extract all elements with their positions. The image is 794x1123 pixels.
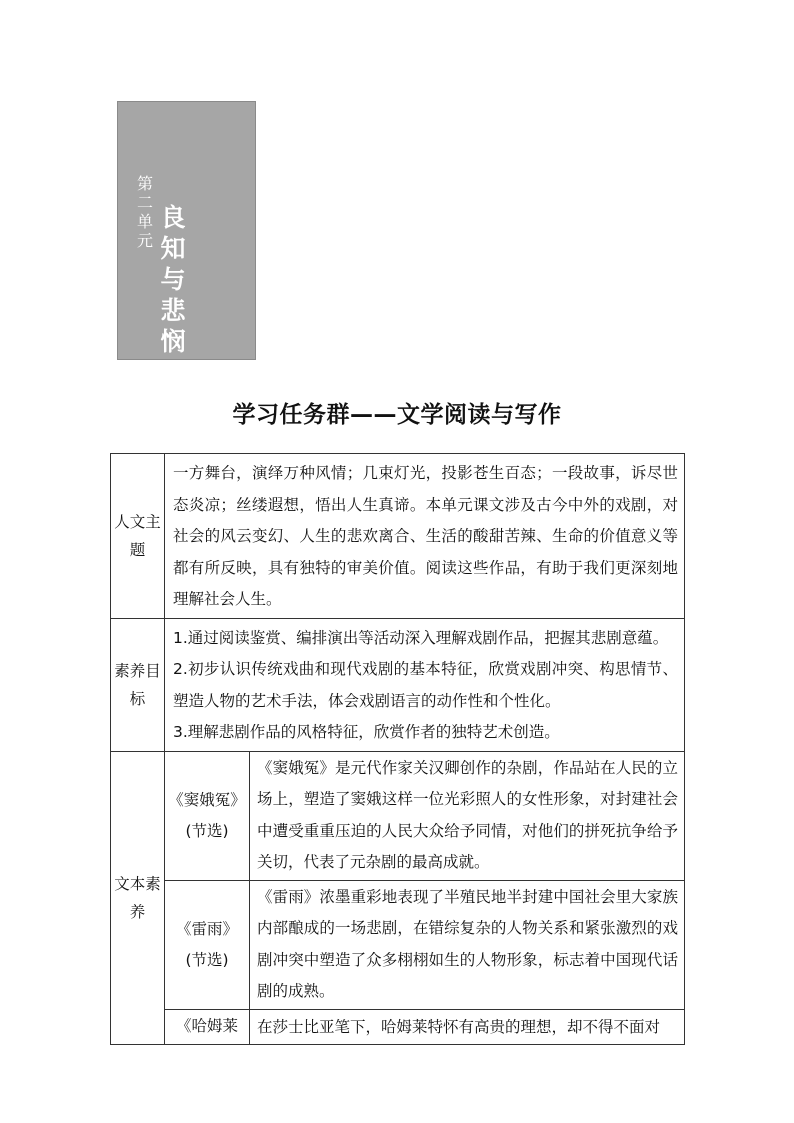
work-title-cell [165, 880, 250, 1009]
work-note: (节选) [185, 821, 229, 840]
work-title: 《雷雨》 [175, 919, 238, 938]
work-description-text: 在莎士比亚笔下，哈姆莱特怀有高贵的理想，却不得不面对 [257, 1017, 661, 1036]
table-row-work-hamlet [111, 1009, 685, 1045]
table-row-work-leiyu [111, 880, 685, 1009]
work-title-cell [165, 1009, 250, 1045]
goal-item: 3.理解悲剧作品的风格特征，欣赏作者的独特艺术创造。 [173, 723, 560, 741]
work-description [250, 1009, 685, 1045]
work-description: 《窦娥冤》是元代作家关汉卿创作的杂剧，作品站在人民的立场上，塑造了窦娥这样一位光彩照人的女性形象，对封建社会中遭受重重压迫的人民大众给予同情，对他们的拼死抗争给予关切，代表了元杂剧的最高成就。 [250, 751, 685, 880]
unit-label: 第二单元 [136, 174, 153, 250]
suyang-goals [165, 618, 685, 751]
row-header-renwen: 人文主题 [111, 454, 165, 619]
table-row-renwen [111, 454, 685, 619]
unit-name: 良知与悲悯 [160, 203, 186, 356]
page-title: 学习任务群——文学阅读与写作 [232, 402, 562, 428]
renwen-text: 一方舞台，演绎万种风情；几束灯光，投影苍生百态；一段故事，诉尽世态炎凉；丝缕遐想，悟出人生真谛。本单元课文涉及古今中外的戏剧，对社会的风云变幻、人生的悲欢离合、生活的酸甜苦辣、生命的价值意义等都有所反映，具有独特的审美价值。阅读这些作品，有助于我们更深刻地理解社会人生。 [165, 454, 685, 619]
goal-item: 2.初步认识传统戏曲和现代戏剧的基本特征，欣赏戏剧冲突、构思情节、塑造人物的艺术手法，体会戏剧语言的动作性和个性化。 [173, 660, 678, 710]
row-header-suyang: 素养目标 [111, 618, 165, 751]
row-header-wenben: 文本素养 [111, 751, 165, 1045]
work-title: 《哈姆莱 [175, 1016, 238, 1035]
table-row-work-douewan [111, 751, 685, 880]
work-note: (节选) [185, 950, 229, 969]
work-title-cell [165, 751, 250, 880]
table-row-suyang [111, 618, 685, 751]
unit-title-block [117, 101, 256, 360]
goal-item: 1.通过阅读鉴赏、编排演出等活动深入理解戏剧作品，把握其悲剧意蕴。 [173, 628, 669, 647]
work-title: 《窦娥冤》 [168, 790, 246, 809]
unit-overview-table [110, 453, 685, 1045]
work-description: 《雷雨》浓墨重彩地表现了半殖民地半封建中国社会里大家族内部酿成的一场悲剧，在错综复杂的人物关系和紧张激烈的戏剧冲突中塑造了众多栩栩如生的人物形象，标志着中国现代话剧的成熟。 [250, 880, 685, 1009]
